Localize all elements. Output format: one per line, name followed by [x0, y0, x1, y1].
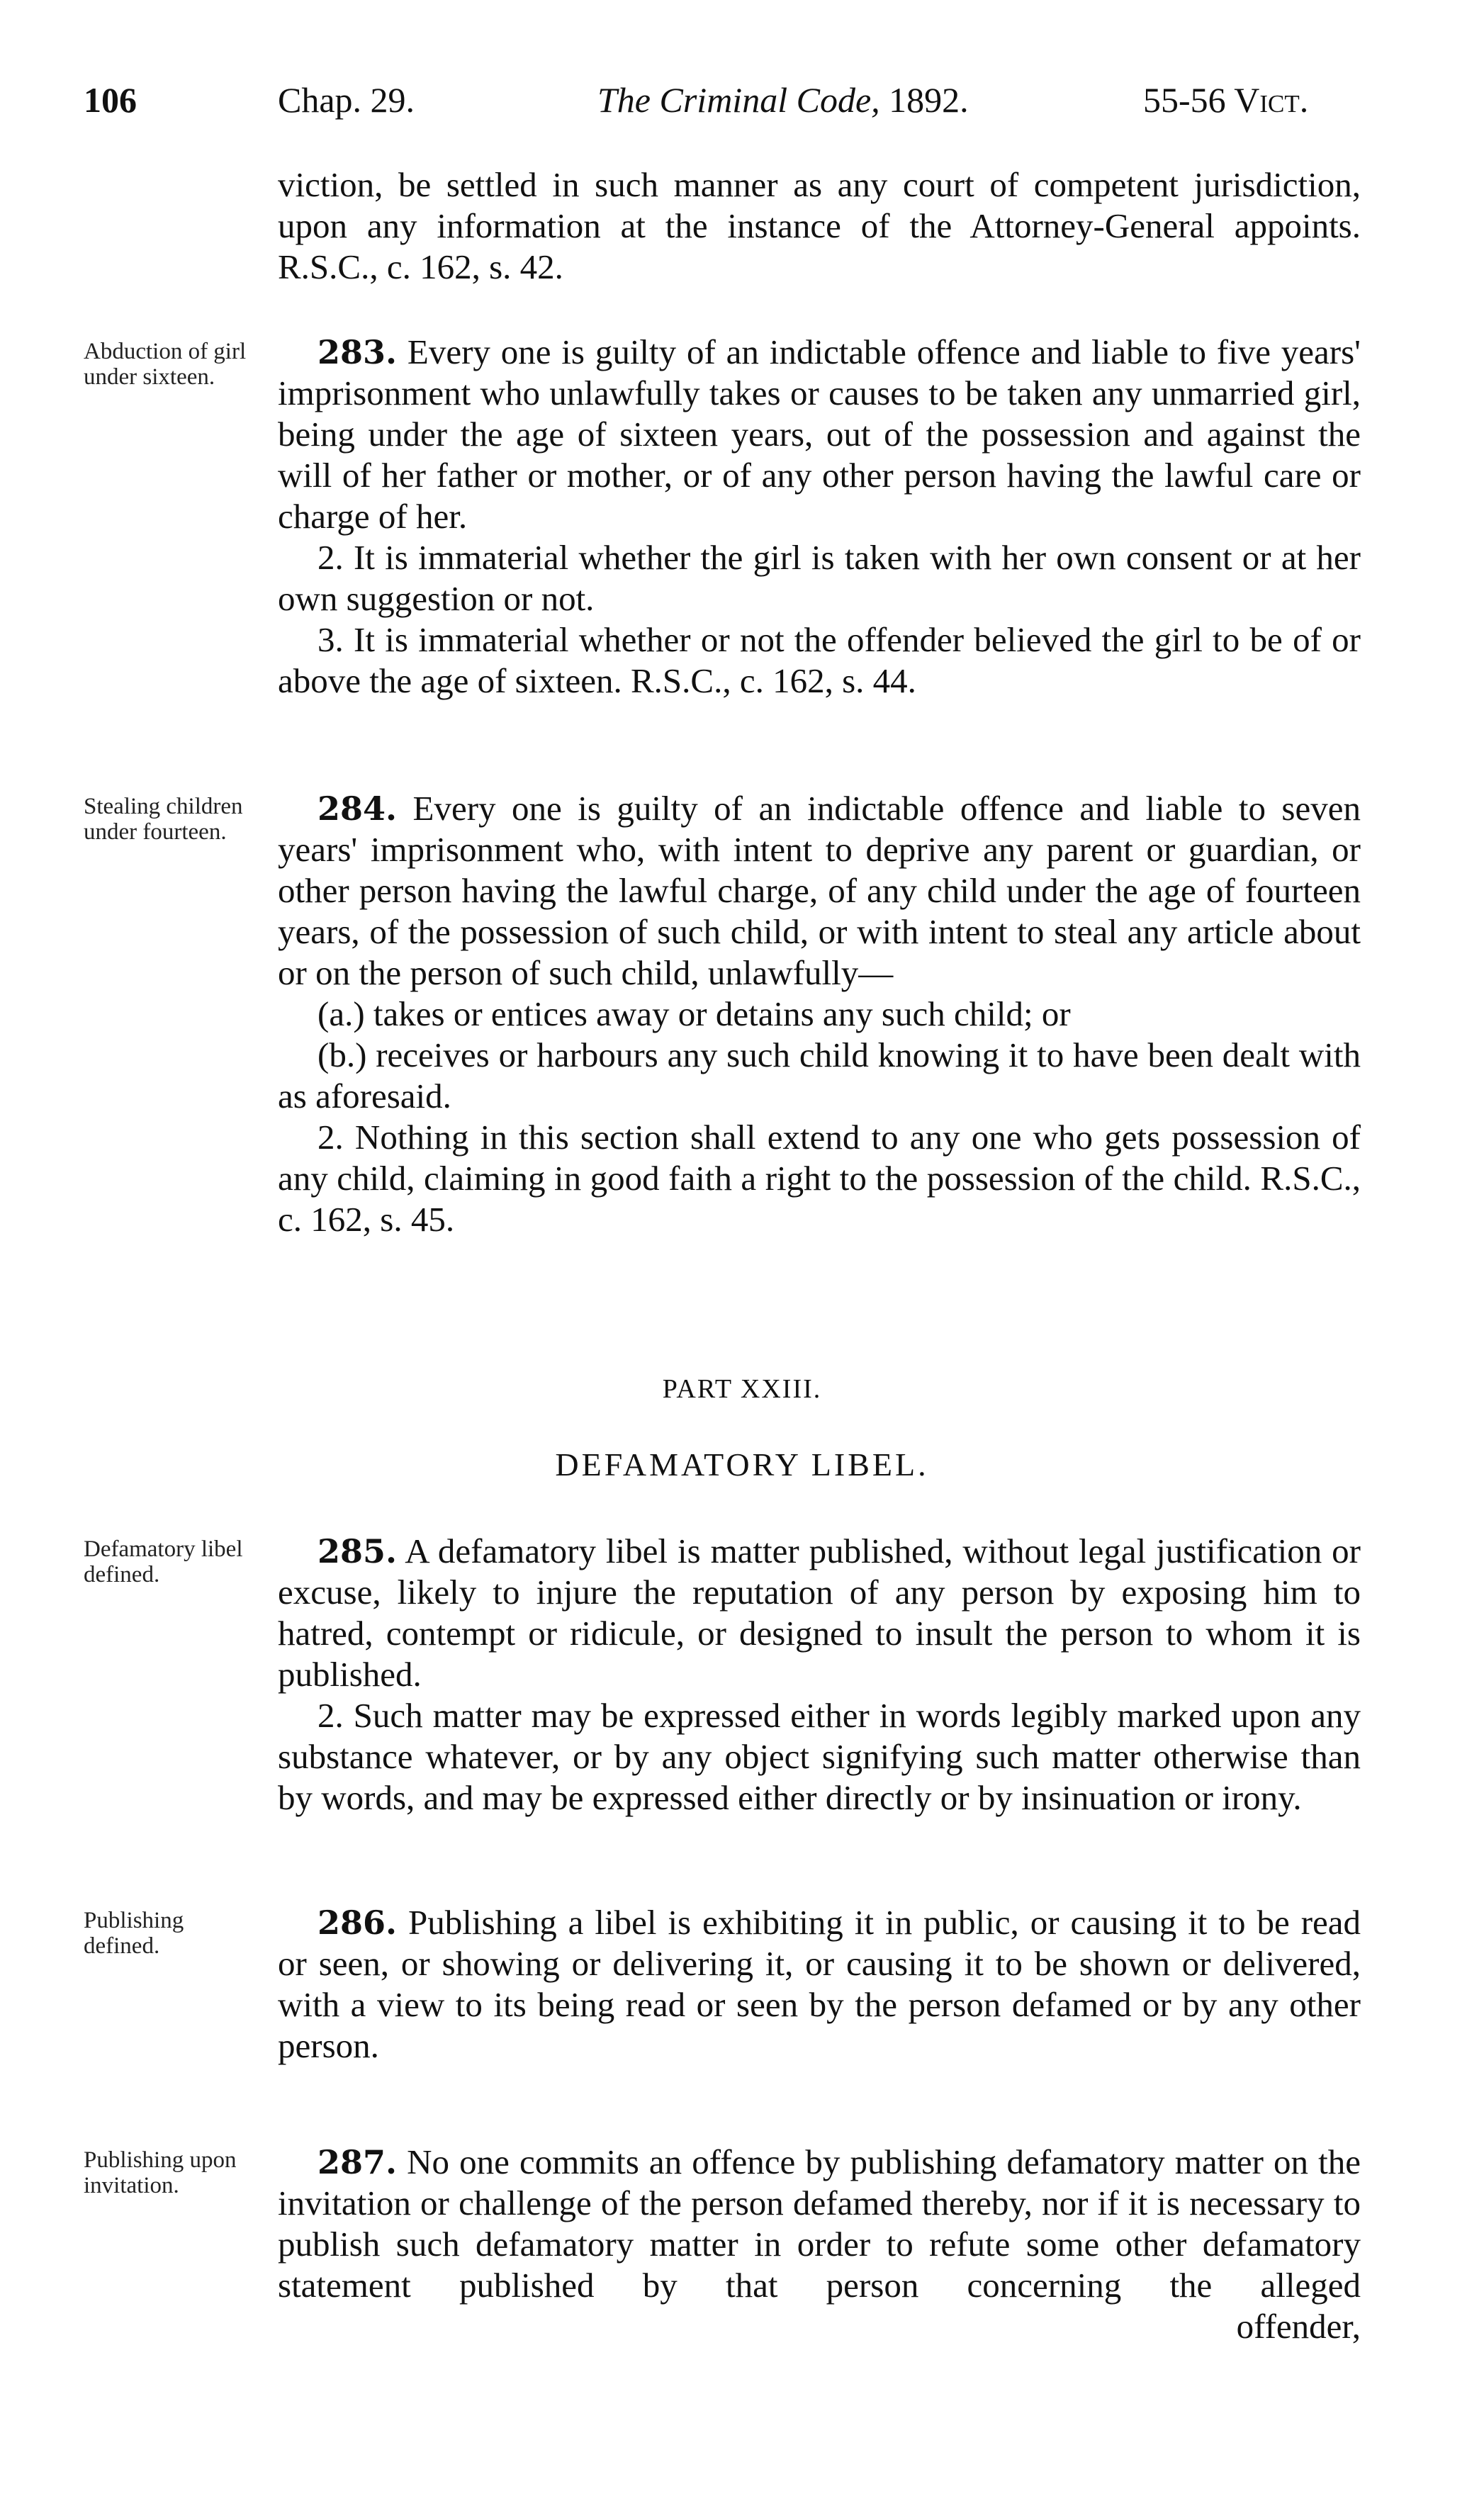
- section-286: [278, 1902, 1361, 2067]
- continuation-text: viction, be settled in such manner as any court of competent jurisdiction, upon any information at the instance of the Attorney-General appoints. R.S.C., c. 162, s. 42.: [278, 165, 1361, 286]
- section-283: [278, 332, 1361, 702]
- section-284-text: Every one is guilty of an indictable offence and liable to seven years' imprisonment who, with intent to deprive any parent or guardian, or other person having the lawful charge, of any child under the age of fourteen years, of the possession of such child, or with intent to steal any article about or on the person of such child, unlawfully—: [278, 789, 1361, 992]
- page-number: 106: [84, 80, 137, 120]
- section-284-para-2: 2. Nothing in this section shall extend to any one who gets possession of any child, claiming in good faith a right to the possession of the child. R.S.C., c. 162, s. 45.: [278, 1118, 1361, 1239]
- section-283-para-3: 3. It is immaterial whether or not the offender believed the girl to be of or above the age of sixteen. R.S.C., c. 162, s. 44.: [278, 620, 1361, 700]
- section-287-number: 287.: [317, 2143, 398, 2181]
- section-287-para-1: [278, 2142, 1361, 2306]
- section-284: [278, 788, 1361, 1240]
- section-286-para-1: [278, 1902, 1361, 2067]
- margin-note-284: Stealing children under fourteen.: [84, 794, 243, 845]
- catchword: offender,: [1236, 2307, 1361, 2346]
- section-284-para-1: [278, 788, 1361, 994]
- section-284-number: 284.: [317, 789, 398, 828]
- continuation-block: [278, 164, 1361, 288]
- regnal-year: 55-56 Vict.: [1143, 80, 1309, 120]
- section-287-text: No one commits an offence by publishing defamatory matter on the invitation or challenge of the person defamed thereby, nor if it is necessary to publish such defamatory matter in order to refute some other defamatory statement published by that person concerning the alleged: [278, 2142, 1361, 2305]
- act-title: [597, 79, 969, 120]
- act-year: 1892.: [889, 80, 969, 120]
- section-285-para-2: 2. Such matter may be expressed either in words legibly marked upon any substance whatever, or by any object signifying such matter otherwise than by words, and may be expressed either directly or by insinuation or irony.: [278, 1696, 1361, 1817]
- section-283-number: 283.: [317, 333, 398, 371]
- chapter-label: Chap. 29.: [278, 80, 415, 120]
- margin-note-285: Defamatory libel defined.: [84, 1536, 243, 1587]
- part-label: PART XXIII.: [662, 1374, 822, 1404]
- section-284-clause-b: (b.) receives or harbours any such child knowing it to have been dealt with as aforesaid.: [278, 1035, 1361, 1115]
- margin-note-286: Publishing defined.: [84, 1908, 184, 1959]
- section-287: [278, 2142, 1361, 2347]
- section-285-text: A defamatory libel is matter published, without legal justification or excuse, likely to injure the reputation of any person by exposing him to hatred, contempt or ridicule, or designed to insult the person to whom it is published.: [278, 1531, 1361, 1694]
- act-title-italic: The Criminal Code,: [597, 80, 880, 120]
- section-285-number: 285.: [317, 1532, 398, 1570]
- running-header: [0, 79, 1484, 136]
- section-285-para-1: [278, 1531, 1361, 1695]
- section-283-text: Every one is guilty of an indictable offence and liable to five years' imprisonment who unlawfully takes or causes to be taken any unmarried girl, being under the age of sixteen years, out of the possession and against the will of her father or mother, or of any other person having the lawful care or charge of her.: [278, 332, 1361, 536]
- section-284-clause-a: (a.) takes or entices away or detains any such child; or: [317, 994, 1071, 1033]
- part-title: DEFAMATORY LIBEL.: [555, 1446, 929, 1483]
- margin-note-287: Publishing upon invitation.: [84, 2147, 237, 2198]
- section-283-para-2: 2. It is immaterial whether the girl is taken with her own consent or at her own suggestion or not.: [278, 538, 1361, 618]
- section-286-text: Publishing a libel is exhibiting it in public, or causing it to be read or seen, or showing or delivering it, or causing it to be shown or delivered, with a view to its being read or seen by the person defamed or by any other person.: [278, 1903, 1361, 2065]
- margin-note-283: Abduction of girl under sixteen.: [84, 339, 247, 390]
- section-285: [278, 1531, 1361, 1818]
- section-286-number: 286.: [317, 1904, 398, 1942]
- section-283-para-1: [278, 332, 1361, 537]
